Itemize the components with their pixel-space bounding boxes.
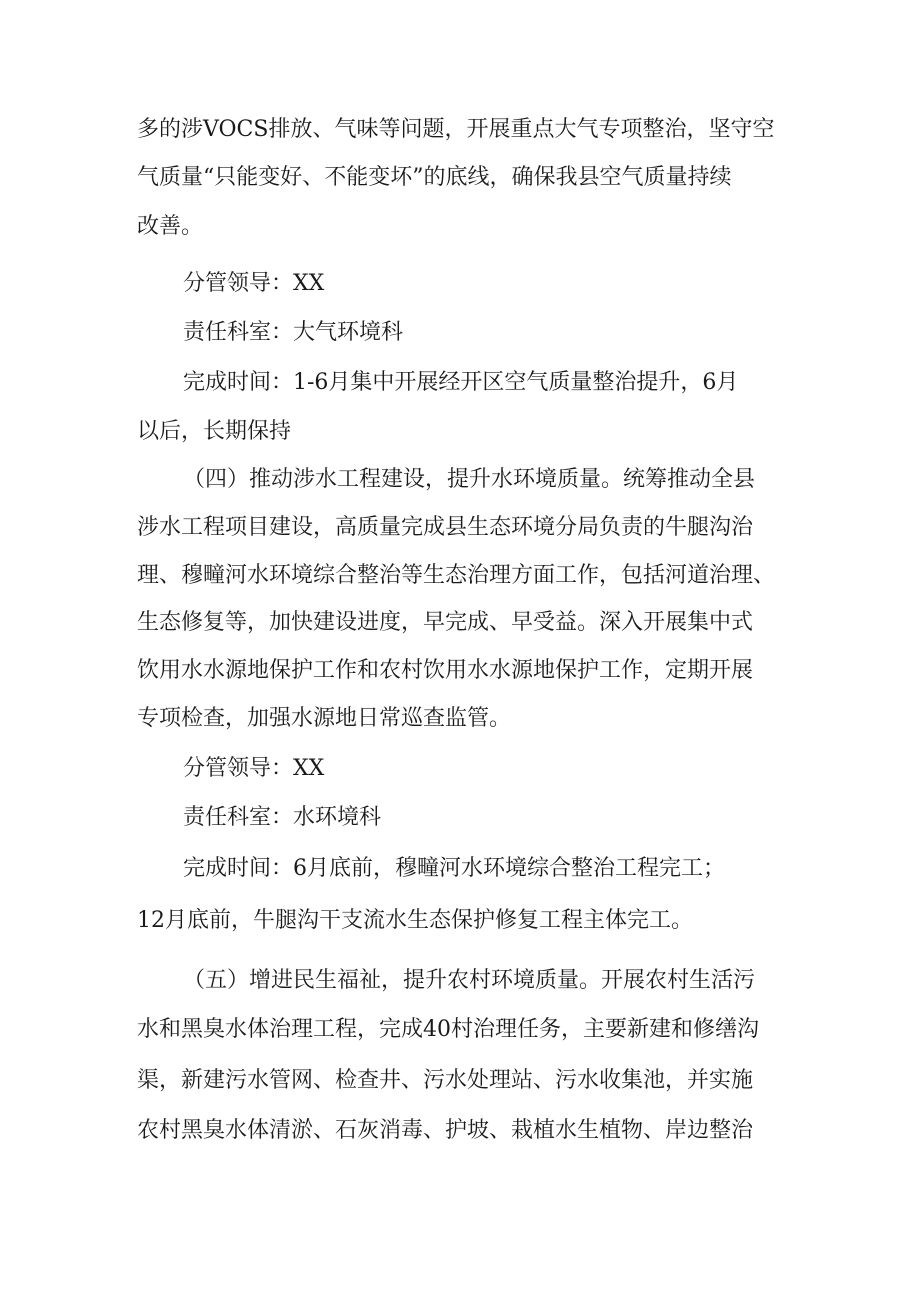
text-line: （五）增进民生福祉，提升农村环境质量。开展农村生活污 [183,968,756,993]
text-line: 责任科室：水环境科 [183,805,382,830]
text-line: 以后，长期保持 [137,419,292,444]
text-line: 理、穆疃河水环境综合整治等生态治理方面工作，包括河道治理、 [137,563,776,588]
text-line: 农村黑臭水体清淤、石灰消毒、护坡、栽植水生植物、岸边整治 [137,1118,754,1143]
text-line: 水和黑臭水体治理工程，完成40村治理任务，主要新建和修缮沟 [137,1017,759,1042]
text-line: 12月底前，牛腿沟干支流水生态保护修复工程主体完工。 [137,908,693,933]
text-line: 改善。 [137,214,204,239]
text-line: 完成时间：1-6月集中开展经开区空气质量整治提升，6月 [183,370,739,395]
text-line: 责任科室：大气环境科 [183,320,404,345]
text-line: 分管领导：XX [183,271,325,296]
text-line: 生态修复等，加快建设进度，早完成、早受益。深入开展集中式 [137,610,754,635]
text-line: 涉水工程项目建设，高质量完成县生态环境分局负责的牛腿沟治 [137,515,754,540]
text-line: 完成时间：6月底前，穆疃河水环境综合整治工程完工； [183,856,725,881]
text-line: 渠，新建污水管网、检查井、污水处理站、污水收集池，并实施 [137,1068,754,1093]
text-line: 专项检查，加强水源地日常巡查监管。 [137,706,512,731]
text-line: 多的涉VOCS排放、气味等问题，开展重点大气专项整治，坚守空 [137,117,775,142]
text-line: 气质量“只能变好、不能变坏”的底线，确保我县空气质量持续 [137,165,732,190]
text-line: 分管领导：XX [183,756,325,781]
text-line: 饮用水水源地保护工作和农村饮用水水源地保护工作，定期开展 [137,658,754,683]
text-line: （四）推动涉水工程建设，提升水环境质量。统筹推动全县 [183,467,756,492]
